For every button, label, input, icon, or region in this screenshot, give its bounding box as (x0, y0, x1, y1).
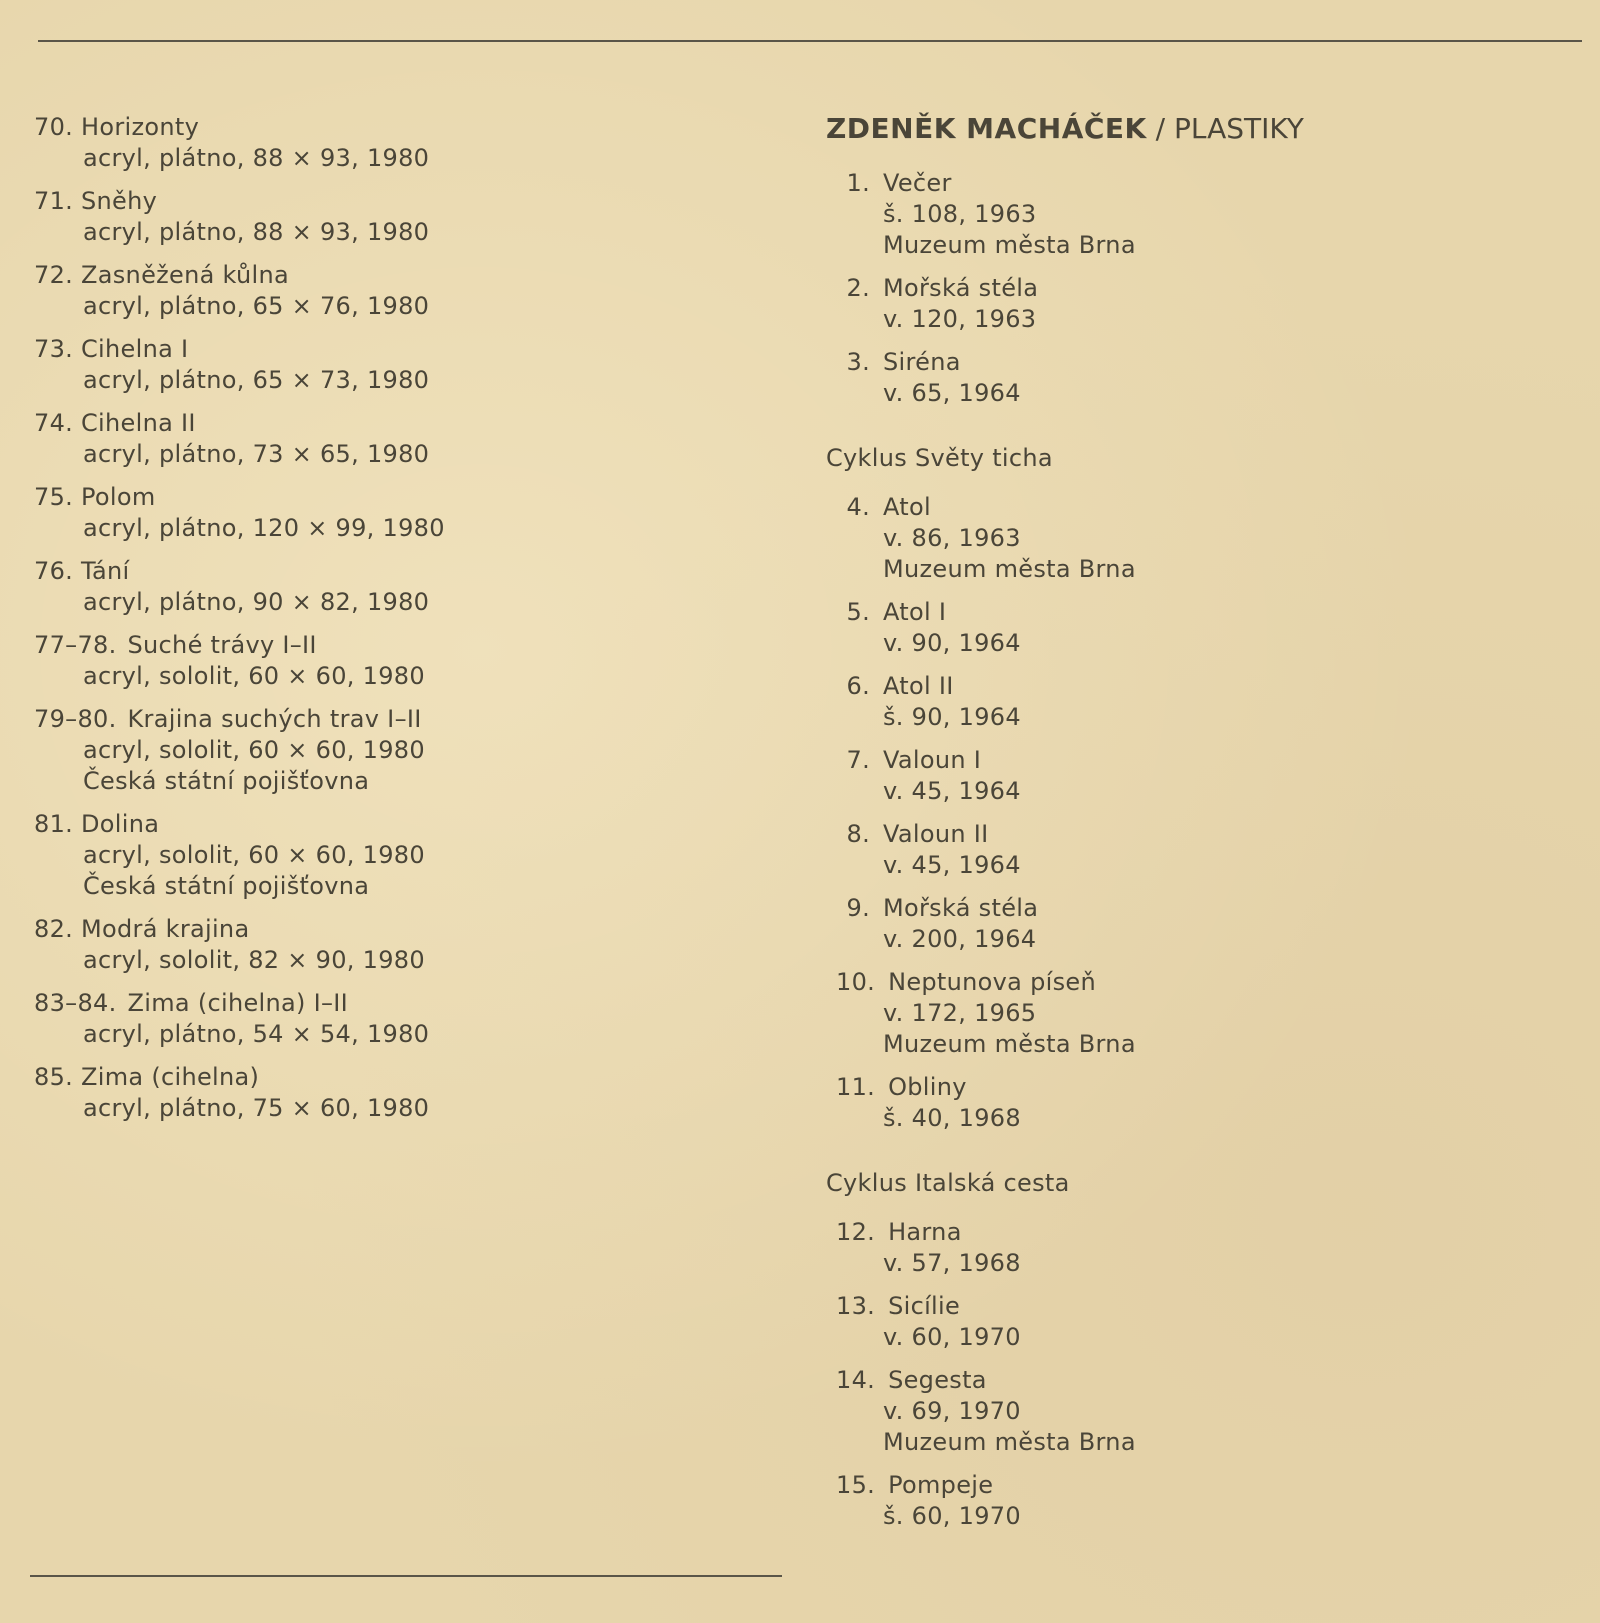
entry-heading (34, 408, 754, 439)
entry-number: 3. (846, 348, 870, 376)
entry-heading (34, 809, 754, 840)
entry-detail: Muzeum města Brna (883, 231, 1136, 259)
entry-title: Mořská stéla (883, 274, 1039, 302)
entry-title: Atol (883, 493, 931, 521)
entry-number: 10. (836, 968, 876, 996)
catalog-entry (34, 408, 754, 470)
entry-heading (34, 112, 754, 143)
entry-heading (34, 260, 754, 291)
entry-title: Večer (883, 169, 952, 197)
entry-detail: v. 65, 1964 (883, 379, 1021, 407)
entry-number: 2. (846, 274, 870, 302)
entry-title: Polom (81, 483, 156, 511)
entry-title: Mořská stéla (883, 894, 1039, 922)
entry-detail: acryl, sololit, 60 × 60, 1980 (83, 736, 425, 764)
entry-title: Atol I (883, 598, 947, 626)
entry-title: Obliny (888, 1073, 967, 1101)
entry-title: Dolina (81, 810, 160, 838)
entry-detail: v. 45, 1964 (883, 851, 1021, 879)
bottom-rule (30, 1575, 782, 1577)
entry-detail: acryl, plátno, 88 × 93, 1980 (83, 144, 430, 172)
entry-heading (34, 914, 754, 945)
entry-title: Valoun I (883, 746, 982, 774)
entry-heading (836, 745, 1546, 776)
entry-detail: Česká státní pojišťovna (83, 767, 370, 795)
entry-number: 85. (34, 1063, 74, 1091)
entry-number: 76. (34, 557, 74, 585)
catalog-entry (34, 556, 754, 618)
catalog-entry (34, 988, 754, 1050)
entry-title: Krajina suchých trav I–II (127, 705, 422, 733)
entry-group-2 (826, 492, 1546, 1134)
entry-heading (836, 597, 1546, 628)
entry-detail: acryl, plátno, 73 × 65, 1980 (83, 440, 430, 468)
cycle-heading-1: Cyklus Světy ticha (826, 444, 1053, 472)
entry-group-3 (826, 1217, 1546, 1532)
entry-number: 13. (836, 1292, 876, 1320)
entry-heading (34, 704, 754, 735)
catalog-entry (836, 1365, 1546, 1458)
entry-detail: acryl, plátno, 120 × 99, 1980 (83, 514, 445, 542)
entry-detail: v. 172, 1965 (883, 999, 1037, 1027)
left-column (34, 112, 754, 1136)
entry-number: 5. (846, 598, 870, 626)
catalog-entry (34, 334, 754, 396)
entry-heading (836, 893, 1546, 924)
entry-detail: v. 120, 1963 (883, 305, 1037, 333)
entry-heading (34, 556, 754, 587)
catalog-entry (836, 671, 1546, 733)
catalog-entry (34, 809, 754, 902)
entry-detail: š. 60, 1970 (883, 1502, 1021, 1530)
catalog-entry (34, 914, 754, 976)
catalog-entry (34, 704, 754, 797)
entry-detail: š. 40, 1968 (883, 1104, 1021, 1132)
catalog-entry (34, 112, 754, 174)
section-name: / PLASTIKY (1146, 112, 1304, 145)
entry-title: Sicílie (888, 1292, 961, 1320)
entry-detail: v. 200, 1964 (883, 925, 1037, 953)
entry-heading (34, 630, 754, 661)
entry-title: Segesta (888, 1366, 987, 1394)
entry-heading (836, 1291, 1546, 1322)
entry-detail: v. 60, 1970 (883, 1323, 1021, 1351)
entry-detail: v. 69, 1970 (883, 1397, 1021, 1425)
entry-title: Suché trávy I–II (127, 631, 317, 659)
entry-number: 81. (34, 810, 74, 838)
catalog-entry (836, 745, 1546, 807)
entry-detail: Muzeum města Brna (883, 555, 1136, 583)
entry-number: 8. (846, 820, 870, 848)
entry-number: 82. (34, 915, 74, 943)
entry-heading (836, 967, 1546, 998)
entry-detail: Muzeum města Brna (883, 1428, 1136, 1456)
entry-number: 14. (836, 1366, 876, 1394)
entry-heading (836, 1217, 1546, 1248)
entry-title: Zima (cihelna) I–II (127, 989, 349, 1017)
entry-detail: š. 90, 1964 (883, 703, 1021, 731)
catalog-entry (34, 482, 754, 544)
entry-number: 79–80. (34, 705, 117, 733)
entry-number: 71. (34, 187, 74, 215)
entry-detail: v. 90, 1964 (883, 629, 1021, 657)
entry-title: Atol II (883, 672, 954, 700)
catalog-entry (836, 1470, 1546, 1532)
entry-title: Cihelna I (81, 335, 189, 363)
entry-title: Pompeje (888, 1471, 994, 1499)
entry-detail: acryl, plátno, 65 × 73, 1980 (83, 366, 430, 394)
catalog-entry (836, 492, 1546, 585)
entry-number: 9. (846, 894, 870, 922)
catalog-entry (34, 630, 754, 692)
right-column (826, 110, 1546, 1544)
entry-detail: acryl, plátno, 65 × 76, 1980 (83, 292, 430, 320)
catalog-entry (34, 1062, 754, 1124)
entry-number: 4. (846, 493, 870, 521)
entry-detail: acryl, sololit, 60 × 60, 1980 (83, 841, 425, 869)
entry-number: 75. (34, 483, 74, 511)
entry-detail: acryl, plátno, 90 × 82, 1980 (83, 588, 430, 616)
catalog-entry (34, 186, 754, 248)
catalog-entry (836, 1072, 1546, 1134)
entry-heading (836, 1365, 1546, 1396)
entry-number: 77–78. (34, 631, 117, 659)
entry-number: 70. (34, 113, 74, 141)
entry-heading (34, 482, 754, 513)
catalog-entry (836, 893, 1546, 955)
entry-number: 15. (836, 1471, 876, 1499)
top-rule (38, 40, 1582, 42)
entry-detail: acryl, sololit, 60 × 60, 1980 (83, 662, 425, 690)
entry-detail: v. 45, 1964 (883, 777, 1021, 805)
entry-heading (34, 186, 754, 217)
entry-heading (34, 1062, 754, 1093)
catalog-entry (836, 1291, 1546, 1353)
section-heading (826, 110, 1546, 148)
entry-title: Zasněžená kůlna (81, 261, 289, 289)
entry-heading (34, 988, 754, 1019)
entry-title: Zima (cihelna) (81, 1063, 260, 1091)
entry-number: 73. (34, 335, 74, 363)
entry-detail: v. 86, 1963 (883, 524, 1021, 552)
catalog-entry (836, 168, 1546, 261)
catalog-entry (836, 967, 1546, 1060)
entry-heading (836, 492, 1546, 523)
entry-heading (836, 671, 1546, 702)
entry-heading (836, 347, 1546, 378)
entry-number: 74. (34, 409, 74, 437)
entry-title: Harna (888, 1218, 962, 1246)
artist-name: ZDENĚK MACHÁČEK (826, 112, 1147, 145)
entry-number: 72. (34, 261, 74, 289)
entry-heading (34, 334, 754, 365)
entry-detail: acryl, plátno, 75 × 60, 1980 (83, 1094, 430, 1122)
entry-number: 1. (846, 169, 870, 197)
catalog-entry (836, 1217, 1546, 1279)
cycle-heading-2: Cyklus Italská cesta (826, 1169, 1070, 1197)
entry-heading (836, 1470, 1546, 1501)
catalog-entry (34, 260, 754, 322)
entry-detail: v. 57, 1968 (883, 1249, 1021, 1277)
entry-title: Valoun II (883, 820, 989, 848)
entry-number: 7. (846, 746, 870, 774)
entry-title: Horizonty (81, 113, 200, 141)
entry-detail: Muzeum města Brna (883, 1030, 1136, 1058)
entry-detail: Česká státní pojišťovna (83, 872, 370, 900)
entry-number: 6. (846, 672, 870, 700)
entry-title: Siréna (883, 348, 961, 376)
catalog-entry (836, 347, 1546, 409)
entry-heading (836, 819, 1546, 850)
entry-title: Sněhy (81, 187, 158, 215)
entry-detail: acryl, plátno, 88 × 93, 1980 (83, 218, 430, 246)
entry-detail: š. 108, 1963 (883, 200, 1037, 228)
entry-number: 12. (836, 1218, 876, 1246)
entry-number: 11. (836, 1073, 876, 1101)
entry-detail: acryl, sololit, 82 × 90, 1980 (83, 946, 425, 974)
entry-heading (836, 273, 1546, 304)
catalog-entry (836, 273, 1546, 335)
entry-group-1 (826, 168, 1546, 409)
entry-title: Modrá krajina (81, 915, 250, 943)
entry-title: Neptunova píseň (888, 968, 1096, 996)
entry-title: Cihelna II (81, 409, 196, 437)
entry-number: 83–84. (34, 989, 117, 1017)
entry-detail: acryl, plátno, 54 × 54, 1980 (83, 1020, 430, 1048)
entry-heading (836, 168, 1546, 199)
entry-heading (836, 1072, 1546, 1103)
catalog-entry (836, 597, 1546, 659)
entry-title: Tání (81, 557, 130, 585)
catalog-entry (836, 819, 1546, 881)
